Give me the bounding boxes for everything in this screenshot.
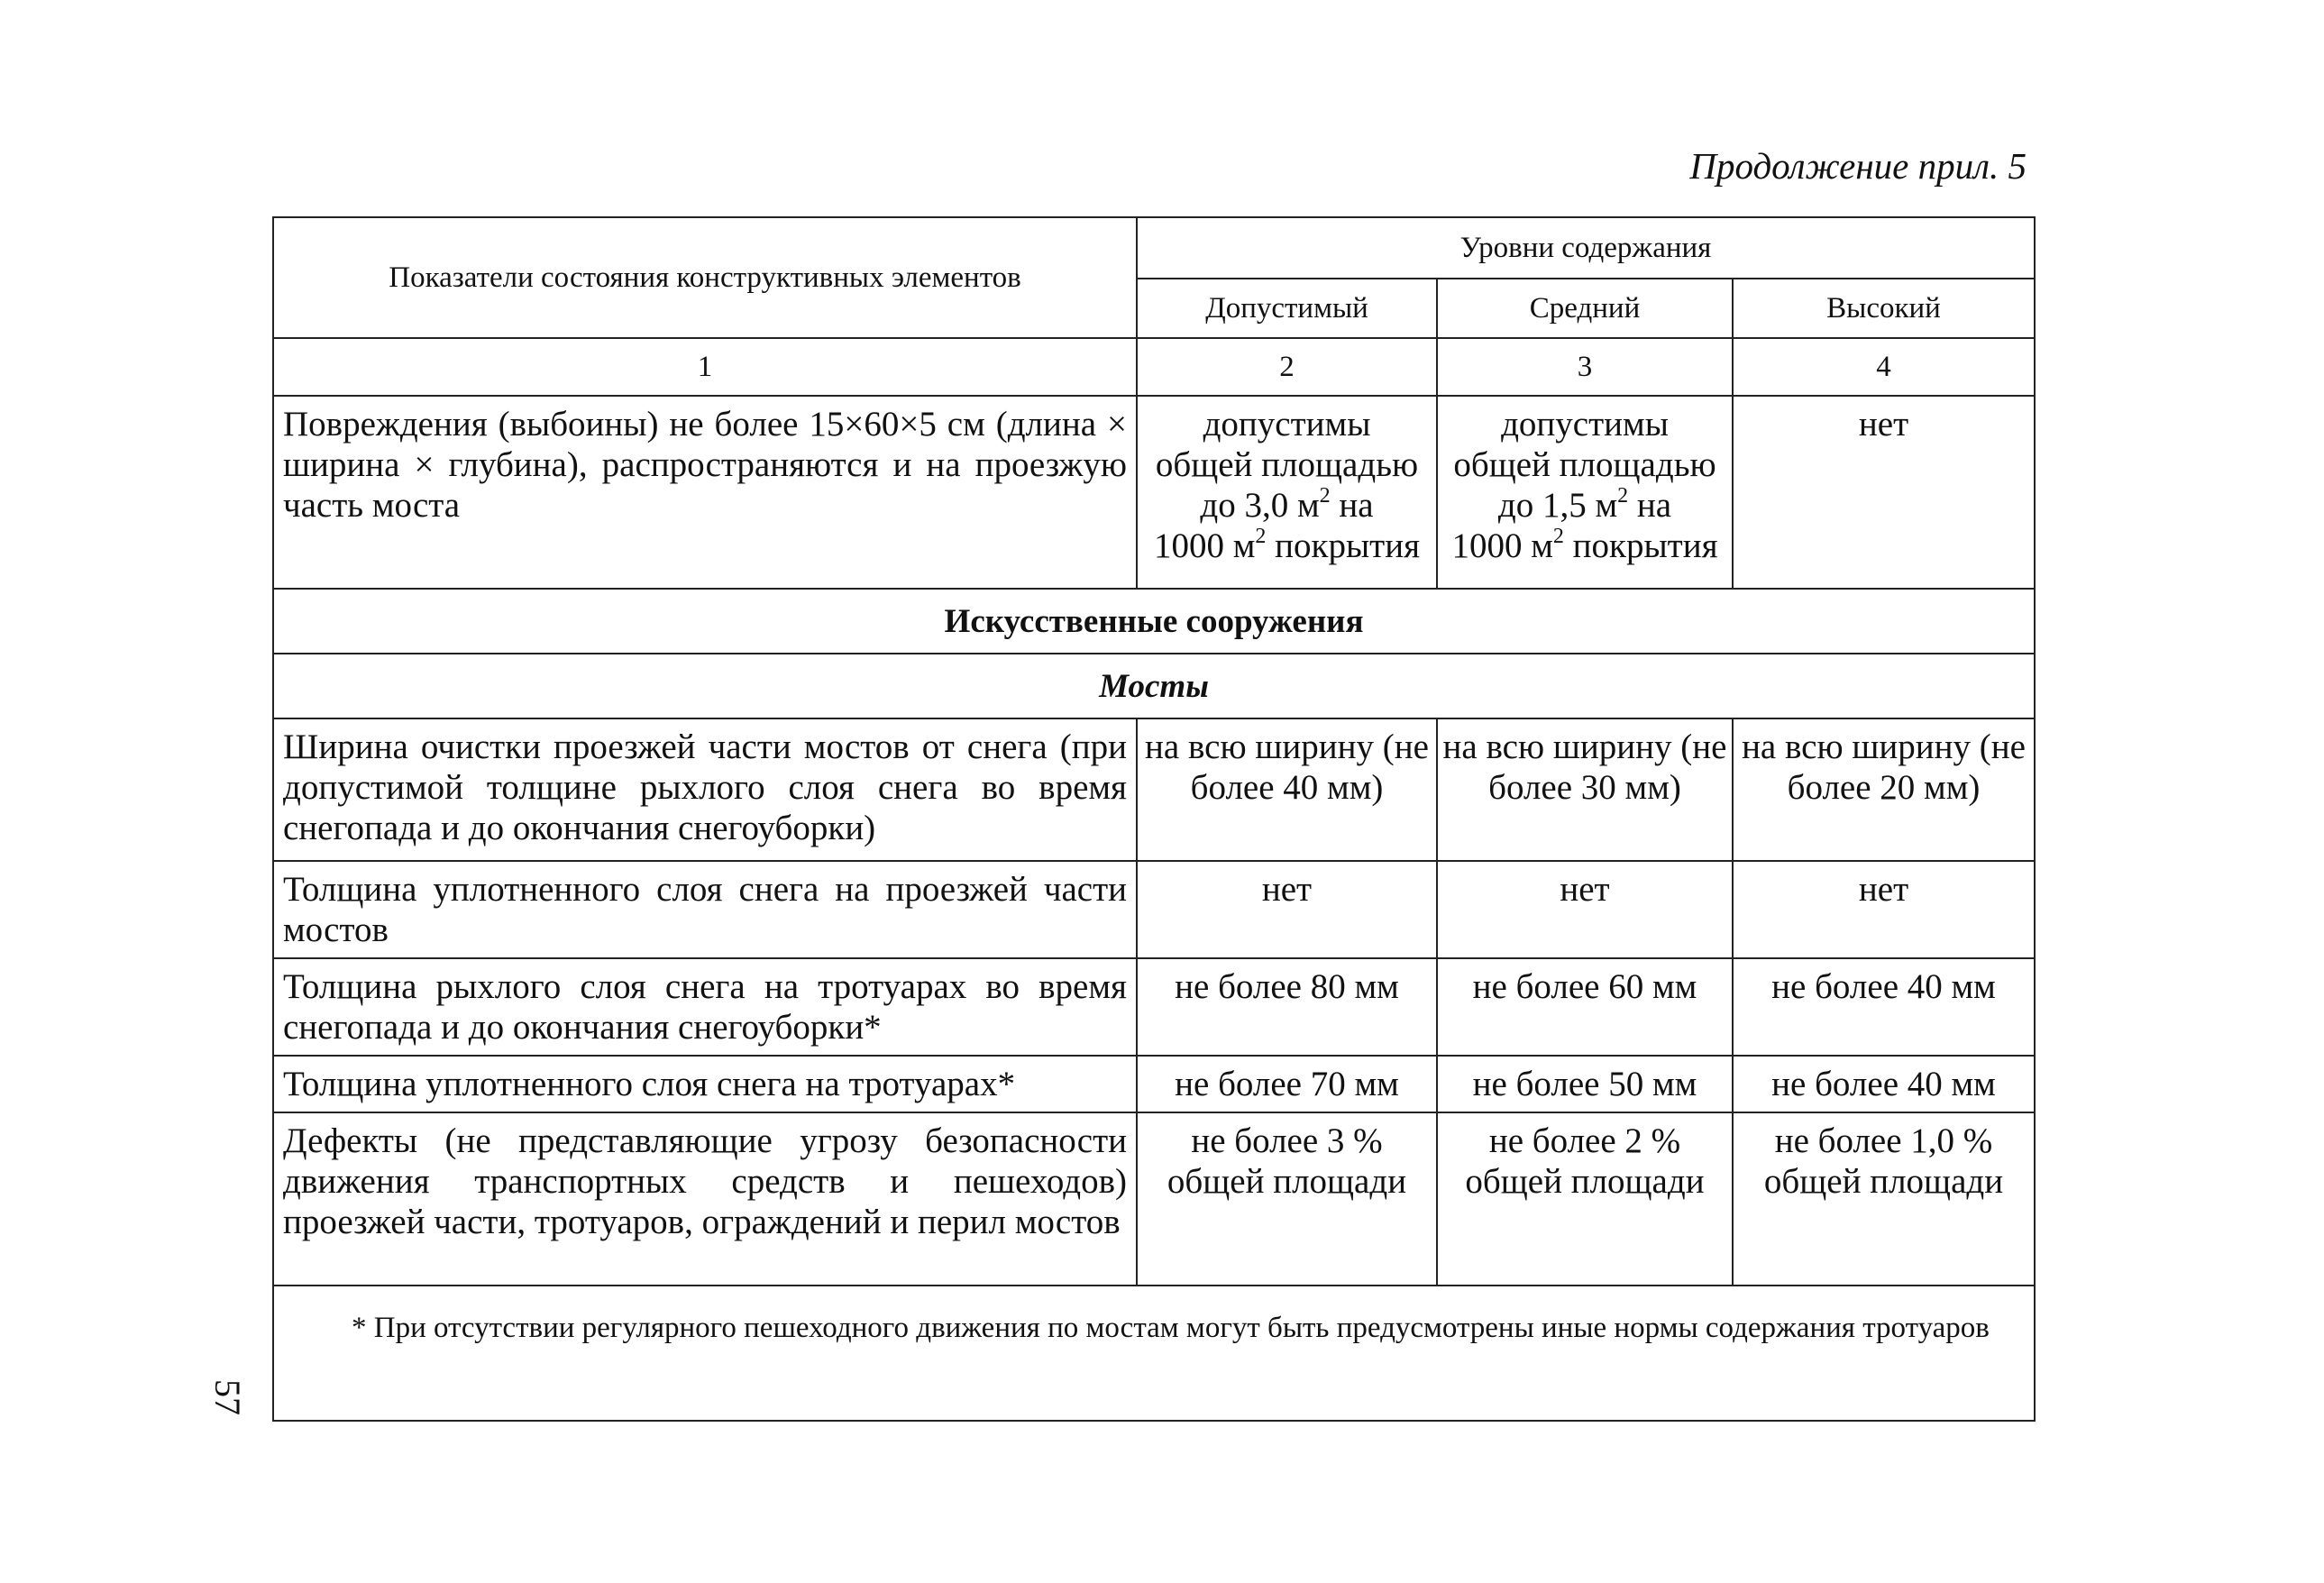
- table-row: [273, 718, 2035, 861]
- header-level-acceptable: Допустимый: [1137, 279, 1437, 338]
- cell-line: до 1,5 $м^2$ на: [1497, 484, 1672, 525]
- row-damage-high: нет: [1733, 396, 2035, 589]
- cell-line: общей площадью: [1155, 445, 1419, 484]
- row-damage-medium: [1437, 396, 1733, 589]
- cell-line: общей площадью: [1453, 445, 1716, 484]
- cell-line: до 3,0 $м^2$ на: [1200, 484, 1374, 525]
- cell-line: допустимы: [1501, 405, 1669, 444]
- row-acceptable: нет: [1137, 861, 1437, 958]
- row-medium: не более 60 мм: [1437, 958, 1733, 1056]
- row-damage-indicator: Повреждения (выбоины) не более 15×60×5 см (длина × ширина × глубина), распространяются и на проезжую часть моста: [273, 396, 1137, 589]
- table-row: [273, 958, 2035, 1056]
- col-number-1: 1: [273, 338, 1137, 396]
- row-medium: не более 50 мм: [1437, 1056, 1733, 1112]
- table-row: [273, 396, 2035, 589]
- subsection-row: [273, 654, 2035, 718]
- row-acceptable: на всю ширину (не более 40 мм): [1137, 718, 1437, 861]
- section-row: [273, 589, 2035, 654]
- row-indicator: Толщина уплотненного слоя снега на проезжей части мостов: [273, 861, 1137, 958]
- table-column-numbers-row: [273, 338, 2035, 396]
- footnote: [273, 1286, 2035, 1421]
- cell-text: 1000 м: [1153, 526, 1256, 565]
- maintenance-levels-table: [272, 216, 2036, 1422]
- continuation-label: Продолжение прил. 5: [1689, 145, 2027, 187]
- row-high: не более 40 мм: [1733, 958, 2035, 1056]
- row-high: не более 1,0 % общей площади: [1733, 1112, 2035, 1286]
- row-medium: на всю ширину (не более 30 мм): [1437, 718, 1733, 861]
- row-indicator: Дефекты (не представляющие угрозу безопасности движения транспортных средств и пешеходов) проезжей части, тротуаров, ограждений и перил мостов: [273, 1112, 1137, 1286]
- row-acceptable: не более 80 мм: [1137, 958, 1437, 1056]
- header-indicators: Показатели состояния конструктивных элементов: [273, 217, 1137, 338]
- row-high: на всю ширину (не более 20 мм): [1733, 718, 2035, 861]
- row-high: не более 40 мм: [1733, 1056, 2035, 1112]
- cell-text: до 1,5 м: [1497, 486, 1618, 525]
- col-number-4: 4: [1733, 338, 2035, 396]
- row-indicator: Ширина очистки проезжей части мостов от снега (при допустимой толщине рыхлого слоя снега во время снегопада и до окончания снегоуборки): [273, 718, 1137, 861]
- cell-text: покрытия: [1563, 526, 1718, 565]
- col-number-2: 2: [1137, 338, 1437, 396]
- page-number: 57: [207, 1379, 248, 1415]
- cell-text: 1000 м: [1451, 526, 1553, 565]
- cell-line: [1141, 526, 1432, 566]
- header-levels: Уровни содержания: [1137, 217, 2035, 279]
- footnote-text: * При отсутствии регулярного пешеходного движения по мостам могут быть предусмотрены иные нормы содержания тротуаров: [352, 1312, 1990, 1344]
- row-medium: не более 2 % общей площади: [1437, 1112, 1733, 1286]
- superscript: 2: [1255, 525, 1267, 548]
- row-acceptable: не более 70 мм: [1137, 1056, 1437, 1112]
- header-level-high: Высокий: [1733, 279, 2035, 338]
- row-medium: нет: [1437, 861, 1733, 958]
- section-title: Искусственные сооружения: [273, 589, 2035, 654]
- row-indicator: Толщина уплотненного слоя снега на тротуарах*: [273, 1056, 1137, 1112]
- table-row: [273, 1112, 2035, 1286]
- superscript: 2: [1319, 484, 1331, 508]
- superscript: 2: [1552, 525, 1564, 548]
- col-number-3: 3: [1437, 338, 1733, 396]
- table-header-row: [273, 217, 2035, 279]
- cell-line: [1441, 526, 1728, 566]
- header-level-medium: Средний: [1437, 279, 1733, 338]
- cell-text: до 3,0 м: [1200, 486, 1320, 525]
- row-indicator: Толщина рыхлого слоя снега на тротуарах во время снегопада и до окончания снегоуборки*: [273, 958, 1137, 1056]
- row-damage-acceptable: [1137, 396, 1437, 589]
- row-high: нет: [1733, 861, 2035, 958]
- cell-line: допустимы: [1203, 405, 1371, 444]
- cell-text: покрытия: [1266, 526, 1421, 565]
- table-row: [273, 1056, 2035, 1112]
- superscript: 2: [1617, 484, 1629, 508]
- table-row: [273, 861, 2035, 958]
- row-acceptable: не более 3 % общей площади: [1137, 1112, 1437, 1286]
- footnote-row: [273, 1286, 2035, 1421]
- section-subtitle: Мосты: [273, 654, 2035, 718]
